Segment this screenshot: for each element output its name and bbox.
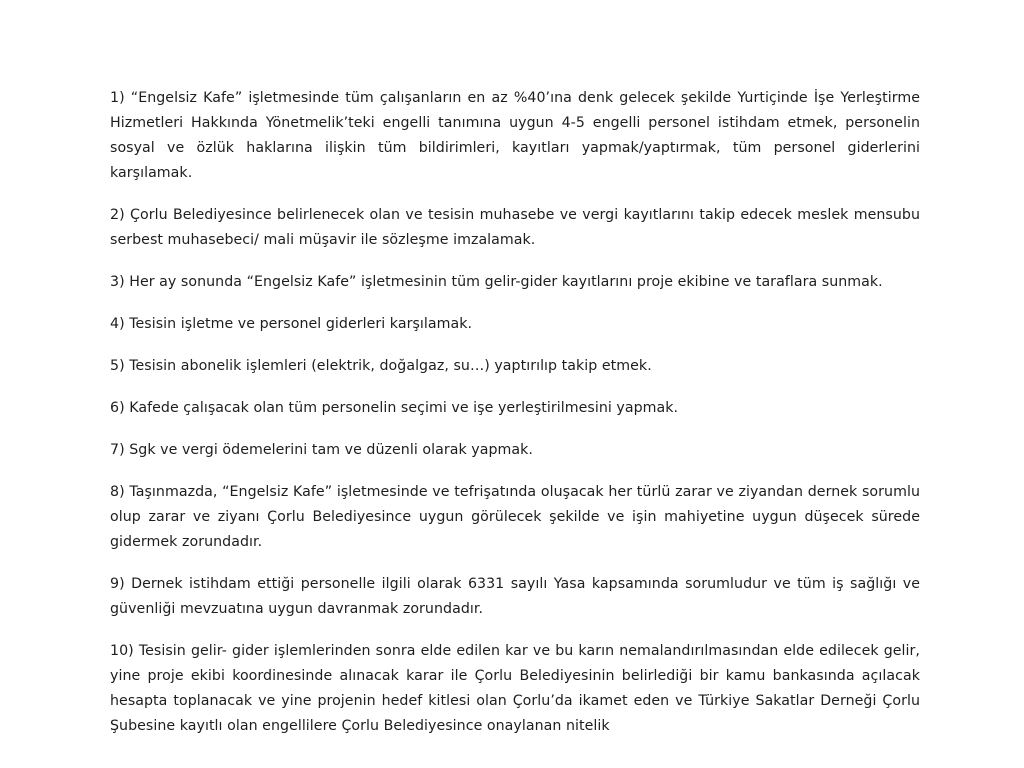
clause-2: 2) Çorlu Belediyesince belirlenecek olan ve tesisin muhasebe ve vergi kayıtlarını takip edecek meslek mensubu serbest muhasebeci/ mali müşavir ile sözleşme imzalamak. [110, 207, 920, 248]
clause-5: 5) Tesisin abonelik işlemleri (elektrik, doğalgaz, su…) yaptırılıp takip etmek. [110, 358, 652, 374]
clause-7: 7) Sgk ve vergi ödemelerini tam ve düzenli olarak yapmak. [110, 442, 533, 458]
clause-10: 10) Tesisin gelir- gider işlemlerinden sonra elde edilen kar ve bu karın nemalandırılmasından elde edilecek gelir, yine proje ekibi koordinesinde alınacak karar ile Çorlu Belediyesinin belirlediği bir kamu bankasında açılacak hesapta toplanacak ve yine projenin hedef kitlesi olan Çorlu’da ikamet eden ve Türkiye Sakatlar Derneği Çorlu Şubesine kayıtlı olan engellilere Çorlu Belediyesince onaylanan nitelik [110, 643, 920, 734]
clause-8: 8) Taşınmazda, “Engelsiz Kafe” işletmesinde ve tefrişatında oluşacak her türlü zarar ve ziyandan dernek sorumlu olup zarar ve ziyanı Çorlu Belediyesince uygun görülecek şekilde ve işin mahiyetine uygun düşecek sürede gidermek zorundadır. [110, 484, 920, 550]
clause-6: 6) Kafede çalışacak olan tüm personelin seçimi ve işe yerleştirilmesini yapmak. [110, 400, 679, 416]
clause-3: 3) Her ay sonunda “Engelsiz Kafe” işletmesinin tüm gelir-gider kayıtlarını proje ekibine ve taraflara sunmak. [110, 274, 883, 290]
document-body [110, 86, 920, 739]
clause-9: 9) Dernek istihdam ettiği personelle ilgili olarak 6331 sayılı Yasa kapsamında sorumludur ve tüm iş sağlığı ve güvenliği mevzuatına uygun davranmak zorundadır. [110, 576, 920, 617]
clause-1: 1) “Engelsiz Kafe” işletmesinde tüm çalışanların en az %40’ına denk gelecek şekilde Yurtiçinde İşe Yerleştirme Hizmetleri Hakkında Yönetmelik’teki engelli tanımına uygun 4-5 engelli personel istihdam etmek, personelin sosyal ve özlük haklarına ilişkin tüm bildirimleri, kayıtları yapmak/yaptırmak, tüm personel giderlerini karşılamak. [110, 90, 920, 181]
clause-4: 4) Tesisin işletme ve personel giderleri karşılamak. [110, 316, 473, 332]
